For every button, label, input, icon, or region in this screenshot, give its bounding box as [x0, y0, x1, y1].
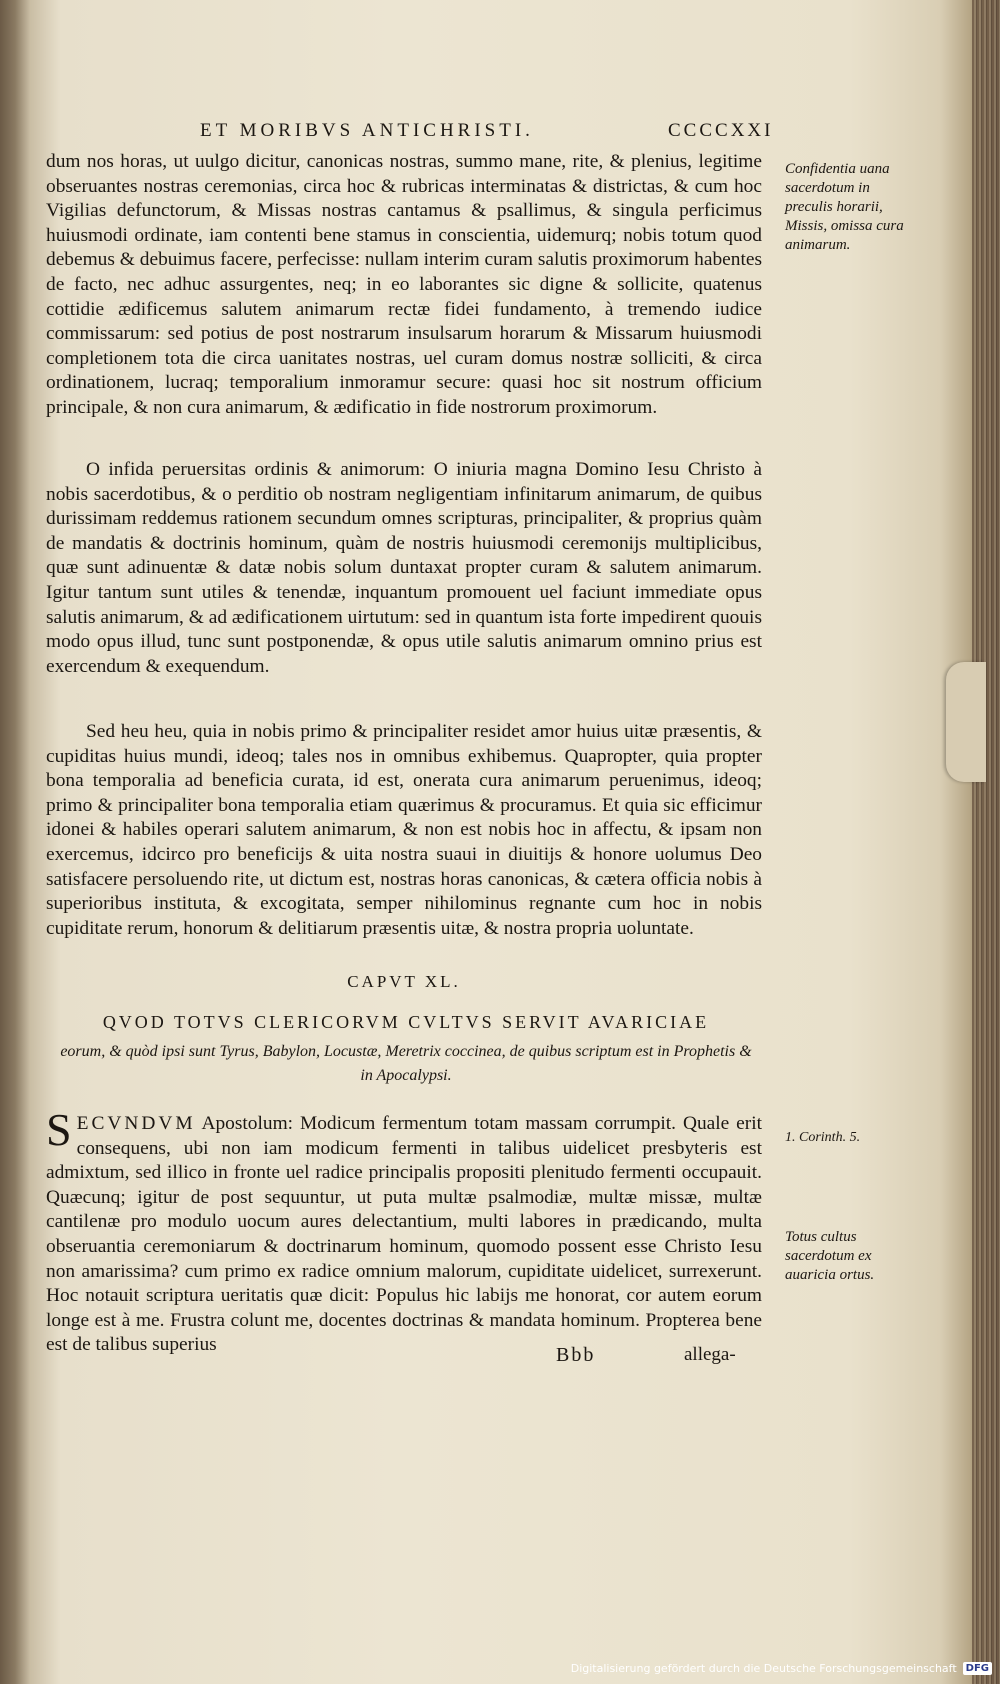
credit-text: Digitalisierung gefördert durch die Deutsche Forschungsgemeinschaft — [570, 1661, 957, 1675]
chapter-heading: CAPVT XL. — [347, 972, 461, 991]
digitization-credit — [571, 1658, 992, 1678]
running-head: ET MORIBVS ANTICHRISTI. — [200, 120, 534, 141]
lead-text: Apostolum: Modicum fermentum totam massam corrumpit. Quale erit consequens, ubi non iam modicum fermenti in talibus uidelicet presbyteris est admixtum, sed illico in fronte uel radice principalis propositi plenitudo fermenti occupauit. Quæcunq; igitur de post sequuntur, ut puta multæ psalmodiæ, multæ missæ, multæ cantilenæ pro modulo uocum aures delectantium, multi labores in prædicando, multa obseruantia ceremoniarum & doctrinarum hominum, quomodo possent esse Christo Iesu non amarissima? cum primo ex radice omnium malorum, cupiditate uidelicet, surrexerunt. Hoc notauit scriptura ueritatis quæ dicit: Populus hic labijs me honorat, cor autem eorum longe est à me. Frustra colunt me, docentes doctrinas & mandata hominum. Propterea bene est de talibus superius — [46, 1113, 762, 1356]
folio-number: CCCCXXI — [668, 120, 774, 141]
lead-word: ECVNDVM — [76, 1113, 196, 1134]
paragraph-3: Sed heu heu, quia in nobis primo & principaliter residet amor huius uitæ præsentis, & cupiditas huius mundi, ideoq; tales nos in omnibus exhibemus. Quapropter, quia propter bona temporalia ad beneficia curata, id est, onerata cura animarum peruenimus, ideoq; primo & principaliter bona temporalia etiam quærimus & procuramus. Et quia sic efficimur idonei & habiles operari salutem animarum, & non est nobis hoc in affectu, & ipsam non exercemus, idcirco pro beneficijs & uita nostra suaui in diuitijs & honore uolumus Deo satisfacere persoluendo rite, ut dictum est, nostras horas canonicas, & cætera officia nobis à superioribus instituta, & excogitata, semper nihilominus regnante cum hoc in nobis cupiditate rerum, honorum & delitiarum præsentis uitæ, & nostra propria uoluntate. — [46, 721, 762, 939]
drop-cap: S — [46, 1104, 73, 1155]
chapter-title: QVOD TOTVS CLERICORVM CVLTVS SERVIT AVARICIAE — [102, 1012, 710, 1032]
margin-note-1: Confidentia uana sacerdotum in preculis horarii, Missis, omissa cura animarum. — [785, 161, 904, 253]
chapter-subtitle: eorum, & quòd ipsi sunt Tyrus, Babylon, Locustæ, Meretrix coccinea, de quibus scriptum est in Prophetis & in Apocalypsi. — [60, 1043, 752, 1084]
paragraph-2: O infida peruersitas ordinis & animorum: O iniuria magna Domino Iesu Christo à nobis sacerdotibus, & o perditio ob nostram negligentiam infinitarum animarum, de quibus durissimam reddemus rationem secundum omnes scripturas, principaliter, & proprius quàm de mandatis & doctrinis hominum, quàm de nostris huiusmodi ceremonijs multiplicibus, quæ sunt adinuentæ & datæ nobis solum duntaxat propter curam & salutem animarum. Igitur tantum sunt utiles & tenendæ, inquantum promouent uel faciunt immediate opus salutis animarum, & ad ædificationem uirtutum: sed in quantum ista forte impedirent quouis modo opus illud, tunc sunt postponendæ, & opus utile salutis animarum omnino prius est exercendum & exequendum. — [46, 459, 762, 677]
margin-note-2: 1. Corinth. 5. — [785, 1130, 861, 1145]
margin-note-3: Totus cultus sacerdotum ex auaricia ortus. — [785, 1229, 875, 1283]
chapter-text — [46, 1104, 762, 1358]
dfg-logo: DFG — [963, 1662, 992, 1675]
catchword: allega- — [684, 1344, 736, 1365]
paragraph-1: dum nos horas, ut uulgo dicitur, canonicas nostras, summo mane, rite, & plenius, legitime obseruantes nostras ceremonias, circa hoc & rubricas interminatas & districtas, & cum hoc Vigilias defunctorum, & Missas nostras cantamus & psallimus, & singula perficimus huiusmodi ordinate, iam contenti bene stamus in conscientia, uidemurq; nobis totum quod debemus & debuimus facere, perfecisse: nullam interim curam salutis proximorum habentes de facto, nec adhuc assurgentes, neq; in eo laborantes sic digne & sollicite, quatenus cottidie ædificemus salutem animarum rectæ fidei fundamento, à tremendo iudice commissarum: sed potius de post nostrarum insulsarum horarum & Missarum huiusmodi completionem tota die circa uanitates nostras, uel curam domus nostræ solliciti, & circa ordinationem, lucraq; temporalium inmoramur secure: quasi hoc sit nostrum officium principale, & non cura animarum, & ædificatio in fide nostrorum proximorum. — [46, 151, 762, 418]
signature-mark: Bbb — [556, 1344, 596, 1366]
